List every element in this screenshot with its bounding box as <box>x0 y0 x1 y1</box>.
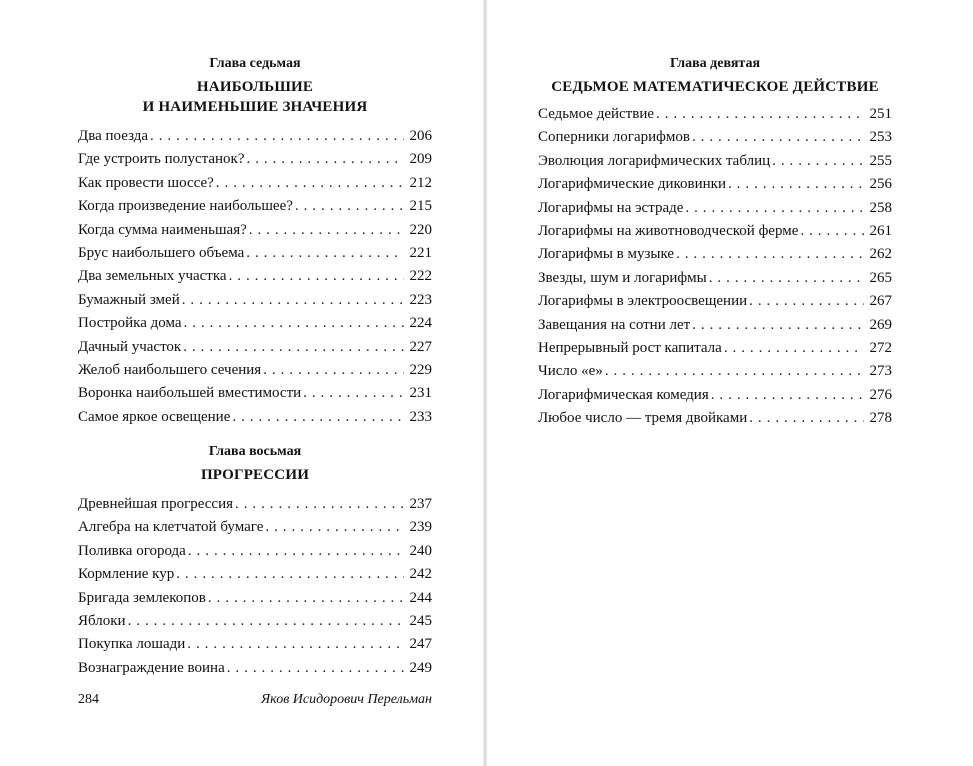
toc-entry-page: 278 <box>869 410 892 427</box>
toc-entry[interactable] <box>538 314 892 337</box>
toc-entry[interactable] <box>78 265 432 288</box>
toc-entry-page: 239 <box>409 519 432 536</box>
toc-entry-title: Седьмое действие <box>538 106 655 122</box>
toc-entry-page: 258 <box>869 199 892 216</box>
toc-entry[interactable] <box>78 633 432 656</box>
dot-leader <box>676 243 864 266</box>
chapter-title <box>78 77 432 117</box>
toc-entry-page: 229 <box>409 361 432 378</box>
toc-entry[interactable] <box>538 290 892 313</box>
toc-entry-title: Воронка наибольшей вместимости <box>78 385 302 402</box>
toc-entry-page: 233 <box>409 408 432 425</box>
dot-leader <box>128 610 404 633</box>
toc-entry-page: 221 <box>409 244 432 261</box>
toc-entry-title: Логарифмическая комедия <box>538 386 709 403</box>
dot-leader <box>247 148 405 171</box>
toc-entry[interactable] <box>538 337 892 360</box>
toc-entry[interactable] <box>78 336 432 359</box>
toc-entry-title: Эволюция логарифмических таблиц <box>538 152 771 169</box>
toc-entry[interactable] <box>538 384 892 407</box>
right-page <box>487 0 973 766</box>
dot-leader <box>800 220 864 243</box>
toc-entry-title: Древнейшая прогрессия <box>78 496 233 513</box>
toc-entry-title: Любое число — тремя двойками <box>538 410 748 427</box>
dot-leader <box>249 219 404 242</box>
toc-entry-title: Где устроить полустанок? <box>78 151 245 168</box>
dot-leader <box>692 126 864 149</box>
right-toc-column <box>538 55 892 430</box>
chapter-title <box>78 465 432 485</box>
dot-leader <box>188 540 404 563</box>
toc-entry[interactable] <box>78 540 432 563</box>
dot-leader <box>749 290 864 313</box>
toc-entry[interactable] <box>538 220 892 243</box>
toc-entry[interactable] <box>78 242 432 265</box>
toc-entry-page: 215 <box>409 198 432 215</box>
toc-entry-title: Когда произведение наибольшее? <box>78 198 293 215</box>
toc-entry-title: Логарифмы в электроосвещении <box>538 293 748 310</box>
running-author: Яков Исидорович Перельман <box>260 692 432 707</box>
toc-entry[interactable] <box>538 150 892 173</box>
toc-entry-page: 244 <box>409 589 432 606</box>
toc-entry[interactable] <box>78 587 432 610</box>
toc-entry[interactable] <box>78 657 432 680</box>
toc-entry-title: Кормление кур <box>78 566 175 583</box>
left-page <box>0 0 483 766</box>
chapter-seven <box>78 55 432 429</box>
toc-entry-title: Бумажный змей <box>78 291 180 308</box>
toc-entry[interactable] <box>538 103 892 126</box>
toc-entry[interactable] <box>78 289 432 312</box>
toc-entry-title: Два поезда <box>78 128 149 144</box>
toc-entry-page: 256 <box>869 176 892 193</box>
toc-entry-page: 224 <box>409 315 432 332</box>
dot-leader <box>232 406 404 429</box>
toc-entry[interactable] <box>538 126 892 149</box>
toc-entry-title: Поливка огорода <box>78 542 186 559</box>
dot-leader <box>227 657 404 680</box>
toc-entry[interactable] <box>78 610 432 633</box>
dot-leader <box>605 360 864 383</box>
dot-leader <box>263 359 404 382</box>
toc-entry[interactable] <box>78 312 432 335</box>
toc-entry[interactable] <box>538 197 892 220</box>
chapter-title-line: ПРОГРЕССИИ <box>200 467 310 484</box>
toc-entry[interactable] <box>78 125 432 148</box>
dot-leader <box>235 493 404 516</box>
dot-leader <box>183 336 404 359</box>
chapter-label: Глава девятая <box>669 56 761 71</box>
toc-entry-title: Звезды, шум и логарифмы <box>538 269 707 286</box>
dot-leader <box>692 314 864 337</box>
chapter-label: Глава восьмая <box>208 444 302 460</box>
dot-leader <box>187 633 404 656</box>
toc-entry-page: 240 <box>409 542 432 559</box>
toc-entry-page: 276 <box>869 386 892 403</box>
toc-entry-title: Самое яркое освещение <box>78 408 231 425</box>
toc-entry-title: Дачный участок <box>78 338 182 355</box>
dot-leader <box>749 407 864 430</box>
toc-entry-page: 253 <box>869 129 892 146</box>
toc-entry[interactable] <box>538 360 892 383</box>
toc-entry-title: Постройка дома <box>78 315 182 332</box>
toc-entry-title: Логарифмические диковинки <box>538 176 726 193</box>
toc-entry[interactable] <box>538 243 892 266</box>
toc-entry-title: Непрерывный рост капитала <box>538 339 722 356</box>
toc-entry[interactable] <box>78 382 432 405</box>
toc-entry-page: 251 <box>869 106 892 122</box>
toc-entry[interactable] <box>78 219 432 242</box>
toc-entry-page: 222 <box>409 268 432 285</box>
toc-entry[interactable] <box>78 493 432 516</box>
toc-entry-page: 255 <box>869 152 892 169</box>
toc-entry-page: 227 <box>409 338 432 355</box>
toc-entry-title: Бригада землекопов <box>78 589 206 606</box>
toc-entry-page: 242 <box>409 566 432 583</box>
dot-leader <box>182 289 404 312</box>
toc-list <box>78 493 432 680</box>
chapter-title-line: И НАИМЕНЬШИЕ ЗНАЧЕНИЯ <box>142 99 368 115</box>
dot-leader <box>685 197 864 220</box>
toc-entry-title: Алгебра на клетчатой бумаге <box>78 519 264 536</box>
dot-leader <box>724 337 864 360</box>
dot-leader <box>184 312 405 335</box>
dot-leader <box>208 587 404 610</box>
dot-leader <box>246 242 404 265</box>
dot-leader <box>216 172 404 195</box>
toc-entry-page: 206 <box>409 128 432 144</box>
chapter-title <box>538 77 892 97</box>
toc-entry-page: 249 <box>409 659 432 676</box>
toc-entry-title: Покупка лошади <box>78 636 186 653</box>
toc-entry-page: 272 <box>869 339 892 356</box>
toc-entry[interactable] <box>538 407 892 430</box>
toc-entry-page: 265 <box>869 269 892 286</box>
toc-entry-page: 261 <box>869 222 892 239</box>
dot-leader <box>728 173 864 196</box>
dot-leader <box>295 195 404 218</box>
toc-entry[interactable] <box>78 516 432 539</box>
toc-entry-page: 237 <box>409 496 432 513</box>
toc-entry-page: 223 <box>409 291 432 308</box>
chapter-title-line: СЕДЬМОЕ МАТЕМАТИЧЕСКОЕ ДЕЙСТВИЕ <box>551 79 879 95</box>
dot-leader <box>303 382 404 405</box>
toc-entry-title: Желоб наибольшего сечения <box>78 361 262 378</box>
dot-leader <box>772 150 864 173</box>
chapter-eight <box>78 443 432 680</box>
toc-list <box>78 125 432 429</box>
dot-leader <box>176 563 404 586</box>
dot-leader <box>711 384 864 407</box>
chapter-nine <box>538 55 892 430</box>
toc-entry[interactable] <box>78 172 432 195</box>
toc-entry-title: Брус наибольшего объема <box>78 244 245 261</box>
chapter-title-line: НАИБОЛЬШИЕ <box>196 79 314 95</box>
dot-leader <box>709 267 864 290</box>
toc-entry-title: Соперники логарифмов <box>538 129 690 146</box>
toc-entry-title: Вознаграждение воина <box>78 659 225 676</box>
toc-entry-page: 220 <box>409 221 432 238</box>
toc-entry[interactable] <box>538 173 892 196</box>
toc-entry-title: Логарифмы на эстраде <box>538 199 684 216</box>
toc-entry-page: 209 <box>409 151 432 168</box>
toc-entry[interactable] <box>78 195 432 218</box>
dot-leader <box>150 125 404 148</box>
toc-entry-title: Когда сумма наименьшая? <box>78 221 247 238</box>
page-footer <box>78 692 432 708</box>
toc-entry-page: 247 <box>409 636 432 653</box>
toc-entry[interactable] <box>78 148 432 171</box>
toc-entry-page: 267 <box>869 293 892 310</box>
toc-entry-title: Логарифмы на животноводческой ферме <box>538 222 799 239</box>
toc-entry-title: Число «e» <box>538 363 603 380</box>
left-toc-column <box>78 55 432 680</box>
toc-entry-title: Яблоки <box>78 613 126 630</box>
toc-entry-page: 245 <box>409 613 432 630</box>
toc-entry[interactable] <box>78 359 432 382</box>
toc-entry-title: Как провести шоссе? <box>78 174 214 191</box>
page-number: 284 <box>78 692 99 707</box>
toc-entry-title: Два земельных участка <box>78 268 227 285</box>
toc-entry[interactable] <box>78 563 432 586</box>
toc-entry-page: 273 <box>869 363 892 380</box>
toc-entry-title: Завещания на сотни лет <box>538 316 691 333</box>
toc-entry[interactable] <box>78 406 432 429</box>
toc-entry-page: 269 <box>869 316 892 333</box>
toc-entry-page: 212 <box>409 174 432 191</box>
toc-entry[interactable] <box>538 267 892 290</box>
chapter-label: Глава седьмая <box>209 56 301 71</box>
dot-leader <box>656 103 864 126</box>
toc-entry-page: 231 <box>409 385 432 402</box>
dot-leader <box>265 516 404 539</box>
dot-leader <box>229 265 404 288</box>
toc-entry-page: 262 <box>869 246 892 263</box>
toc-list <box>538 103 892 430</box>
toc-entry-title: Логарифмы в музыке <box>538 246 675 263</box>
